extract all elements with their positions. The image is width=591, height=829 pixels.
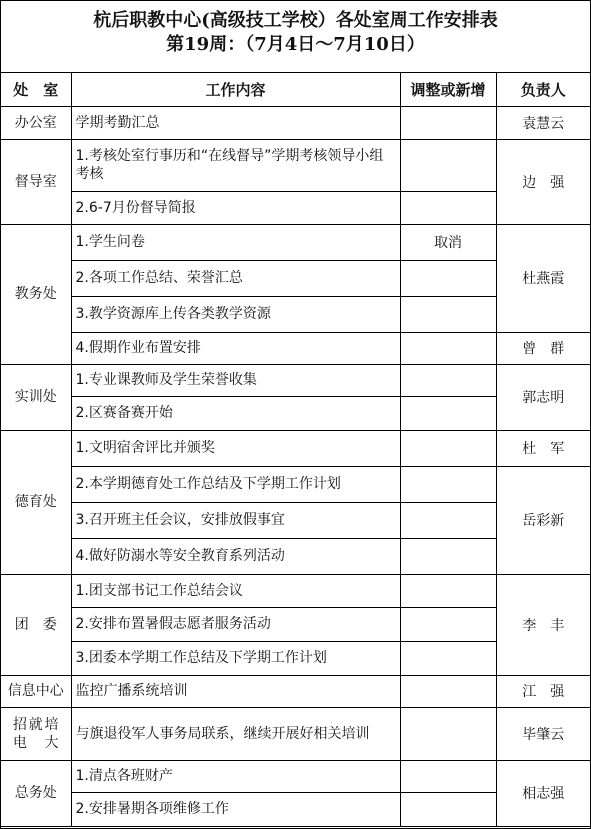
adjust-cell: [400, 502, 496, 538]
header-content: 工作内容: [71, 73, 400, 106]
content-cell: 3.教学资源库上传各类教学资源: [71, 296, 400, 332]
title-block: [1, 1, 590, 73]
table-row: [1, 106, 590, 139]
dept-cell: [1, 707, 71, 760]
dept-cell: 办公室: [1, 106, 71, 139]
dept-cell: 实训处: [1, 364, 71, 430]
content-cell: 3.召开班主任会议，安排放假事宜: [71, 502, 400, 538]
header-owner: 负责人: [496, 73, 590, 106]
dept-cell: 教务处: [1, 224, 71, 364]
table-row: [1, 707, 590, 760]
schedule-table: [1, 73, 590, 827]
sheet-title: 杭后职教中心(高级技工学校）各处室周工作安排表: [93, 10, 498, 31]
adjust-cell: 取消: [400, 224, 496, 260]
owner-cell: 曾 群: [496, 332, 590, 364]
content-cell: 3.团委本学期工作总结及下学期工作计划: [71, 641, 400, 675]
table-row: [1, 760, 590, 792]
adjust-cell: [400, 191, 496, 224]
table-row: [1, 224, 590, 260]
table-row: [1, 364, 590, 396]
adjust-cell: [400, 106, 496, 139]
dept-line: 电 大: [13, 734, 59, 751]
adjust-cell: [400, 675, 496, 707]
owner-cell: 杜 军: [496, 430, 590, 466]
content-cell: 2.区赛备赛开始: [71, 396, 400, 430]
dept-cell: 总务处: [1, 760, 71, 826]
owner-cell: 边 强: [496, 139, 590, 224]
table-row: [1, 675, 590, 707]
header-dept: 处 室: [1, 73, 71, 106]
table-row: [1, 139, 590, 191]
owner-cell: 李 丰: [496, 574, 590, 675]
content-cell: 1.专业课教师及学生荣誉收集: [71, 364, 400, 396]
owner-cell: 杜燕霞: [496, 224, 590, 332]
content-cell: 2.6-7月份督导简报: [71, 191, 400, 224]
adjust-cell: [400, 707, 496, 760]
owner-cell: 袁慧云: [496, 106, 590, 139]
sheet-subtitle: 第19周：（7月4日～7月10日）: [166, 34, 425, 55]
content-cell: 2.安排布置暑假志愿者服务活动: [71, 607, 400, 641]
content-cell: 1.考核处室行事历和“在线督导”学期考核领导小组考核: [71, 139, 400, 191]
dept-cell: 团 委: [1, 574, 71, 675]
content-cell: 2.本学期德育处工作总结及下学期工作计划: [71, 466, 400, 502]
owner-cell: 郭志明: [496, 364, 590, 430]
adjust-cell: [400, 396, 496, 430]
dept-cell: 督导室: [1, 139, 71, 224]
content-cell: 1.学生问卷: [71, 224, 400, 260]
dept-cell: 德育处: [1, 430, 71, 574]
table-row: [1, 574, 590, 607]
adjust-cell: [400, 430, 496, 466]
adjust-cell: [400, 574, 496, 607]
header-adjust: 调整或新增: [400, 73, 496, 106]
content-cell: 1.清点各班财产: [71, 760, 400, 792]
content-cell: 1.团支部书记工作总结会议: [71, 574, 400, 607]
owner-cell: 相志强: [496, 760, 590, 826]
adjust-cell: [400, 760, 496, 792]
dept-cell: 信息中心: [1, 675, 71, 707]
adjust-cell: [400, 607, 496, 641]
content-cell: 2.各项工作总结、荣誉汇总: [71, 260, 400, 296]
adjust-cell: [400, 364, 496, 396]
content-cell: 4.做好防溺水等安全教育系列活动: [71, 538, 400, 574]
owner-cell: 岳彩新: [496, 466, 590, 574]
content-cell: 学期考勤汇总: [71, 106, 400, 139]
adjust-cell: [400, 260, 496, 296]
adjust-cell: [400, 466, 496, 502]
content-cell: 4.假期作业布置安排: [71, 332, 400, 364]
header-row: [1, 73, 590, 106]
adjust-cell: [400, 538, 496, 574]
adjust-cell: [400, 296, 496, 332]
adjust-cell: [400, 139, 496, 191]
table-row: [1, 430, 590, 466]
table-row: [1, 466, 590, 502]
dept-line: 招就培: [13, 716, 59, 733]
content-cell: 监控广播系统培训: [71, 675, 400, 707]
owner-cell: 毕肇云: [496, 707, 590, 760]
content-cell: 2.安排暑期各项维修工作: [71, 792, 400, 826]
adjust-cell: [400, 792, 496, 826]
content-cell: 与旗退役军人事务局联系，继续开展好相关培训: [71, 707, 400, 760]
adjust-cell: [400, 332, 496, 364]
adjust-cell: [400, 641, 496, 675]
owner-cell: 江 强: [496, 675, 590, 707]
table-row: [1, 332, 590, 364]
content-cell: 1.文明宿舍评比并颁奖: [71, 430, 400, 466]
